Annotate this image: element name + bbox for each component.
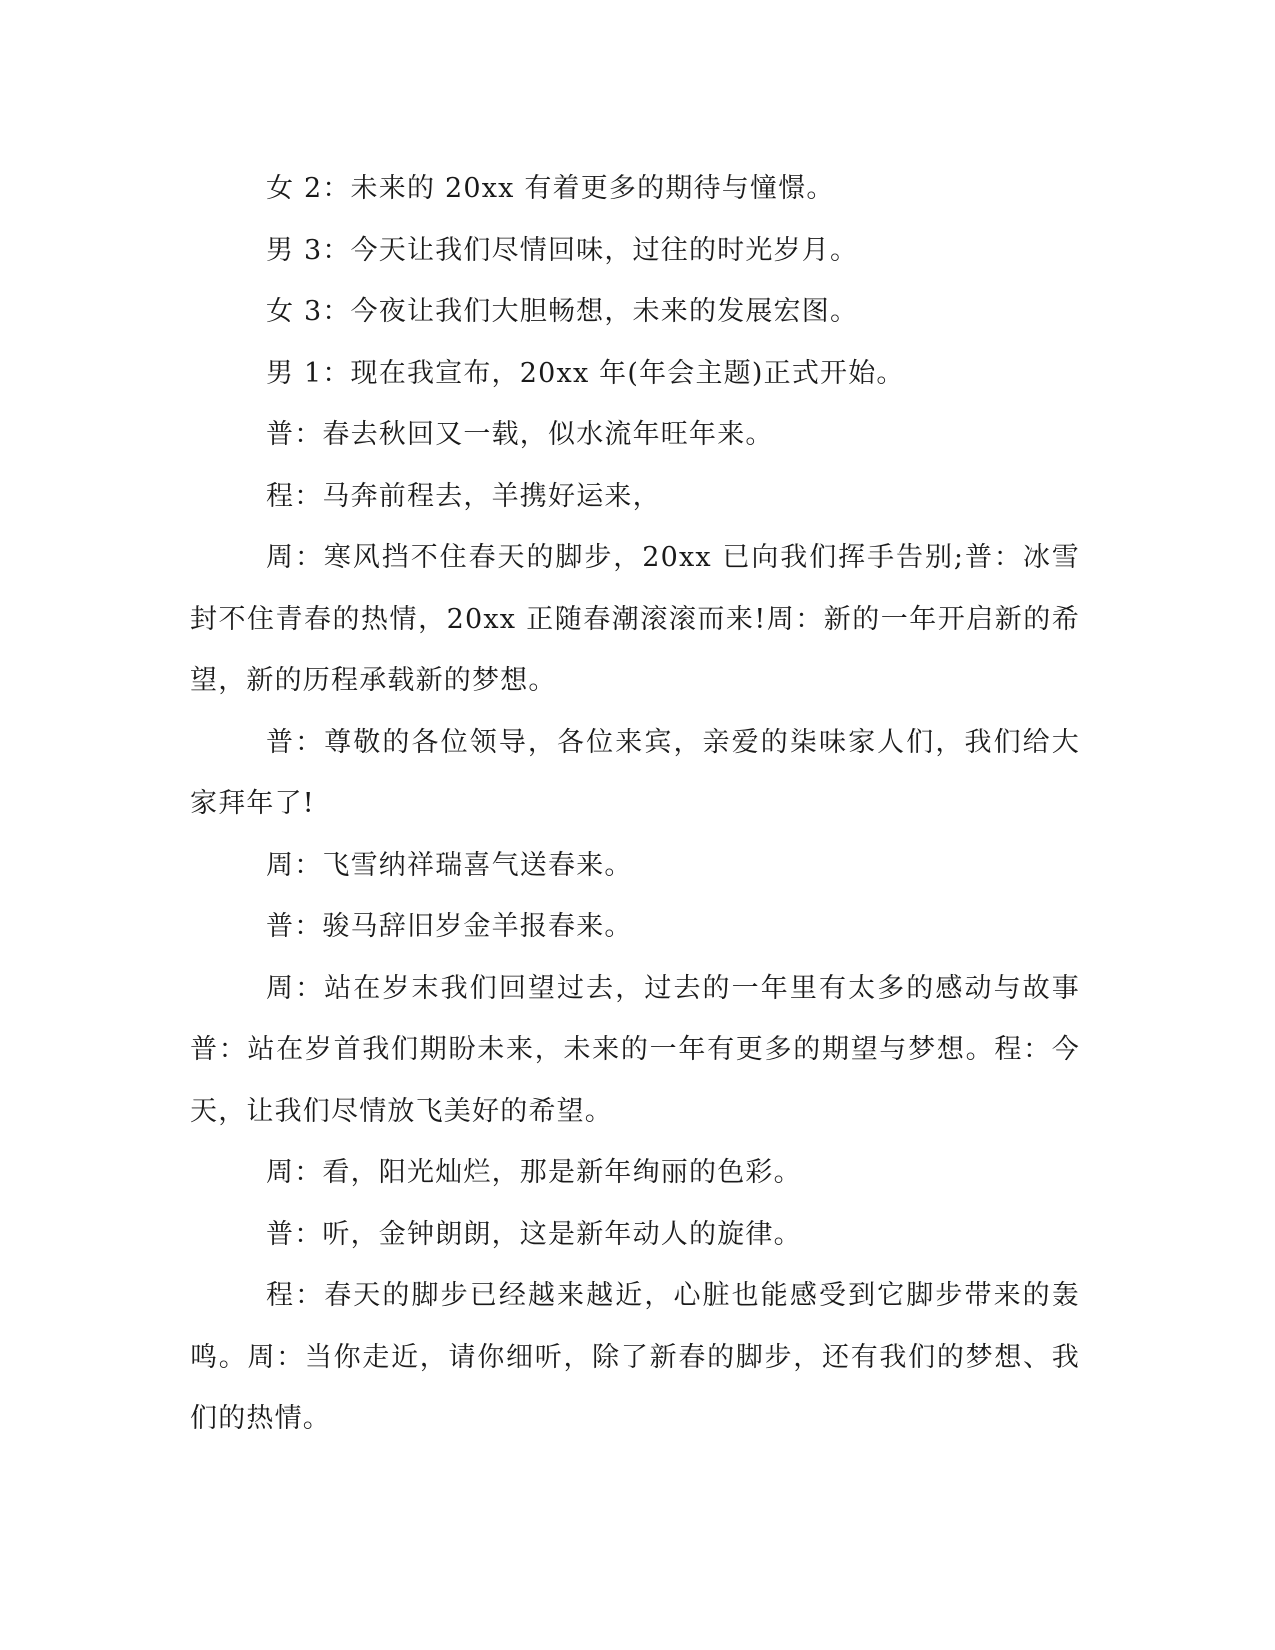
paragraph-8: 普：尊敬的各位领导，各位来宾，亲爱的柒味家人们，我们给大家拜年了! bbox=[190, 726, 1080, 819]
paragraph-7: 周：寒风挡不住春天的脚步，20xx 已向我们挥手告别;普：冰雪封不住青春的热情，20xx 正随春潮滚滚而来!周：新的一年开启新的希望，新的历程承载新的梦想。 bbox=[190, 542, 1080, 696]
paragraph-5: 普：春去秋回又一载，似水流年旺年来。 bbox=[266, 419, 774, 450]
paragraph-3: 女 3：今夜让我们大胆畅想，未来的发展宏图。 bbox=[266, 296, 859, 327]
paragraph-13: 普：听，金钟朗朗，这是新年动人的旋律。 bbox=[266, 1218, 802, 1250]
paragraph-4: 男 1：现在我宣布，20xx 年(年会主题)正式开始。 bbox=[266, 357, 905, 389]
paragraph-14: 程：春天的脚步已经越来越近，心脏也能感受到它脚步带来的轰鸣。周：当你走近，请你细听，除了新春的脚步，还有我们的梦想、我们的热情。 bbox=[190, 1280, 1080, 1434]
paragraph-2: 男 3：今天让我们尽情回味，过往的时光岁月。 bbox=[266, 234, 859, 266]
paragraph-11: 周：站在岁末我们回望过去，过去的一年里有太多的感动与故事普：站在岁首我们期盼未来，未来的一年有更多的期望与梦想。程：今天，让我们尽情放飞美好的希望。 bbox=[190, 972, 1080, 1127]
document-body bbox=[190, 158, 1080, 1450]
paragraph-9: 周：飞雪纳祥瑞喜气送春来。 bbox=[266, 849, 633, 881]
paragraph-6: 程：马奔前程去，羊携好运来， bbox=[266, 480, 661, 512]
paragraph-10: 普：骏马辞旧岁金羊报春来。 bbox=[266, 911, 633, 942]
paragraph-1: 女 2：未来的 20xx 有着更多的期待与憧憬。 bbox=[266, 173, 835, 204]
paragraph-12: 周：看，阳光灿烂，那是新年绚丽的色彩。 bbox=[266, 1157, 802, 1188]
